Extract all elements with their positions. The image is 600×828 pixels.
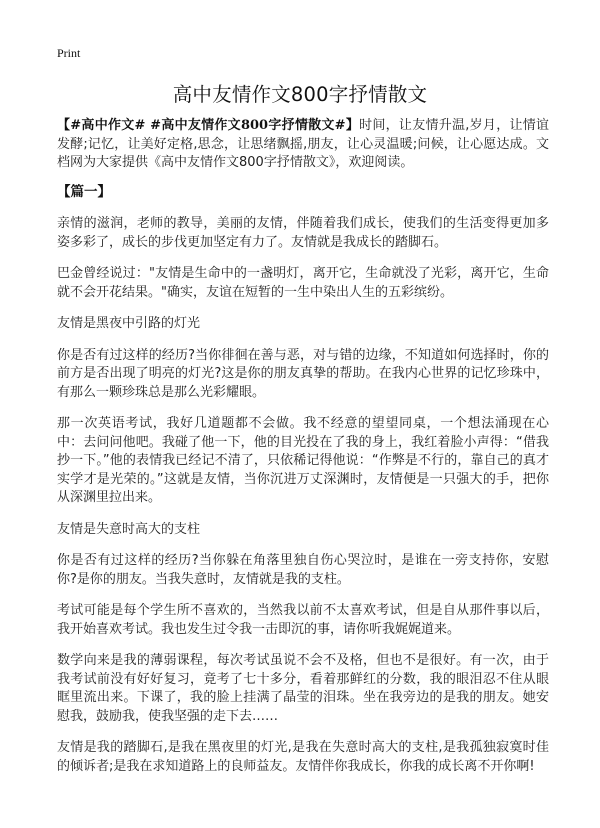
paragraph: 考试可能是每个学生所不喜欢的，当然我以前不太喜欢考试，但是自从那件事以后，我开始喜欢考试。我也发生过令我一击即沉的事，请你听我娓娓道来。 <box>57 603 549 637</box>
paragraph: 你是否有过这样的经历?当你徘徊在善与恶，对与错的边缘，不知道如何选择时，你的前方是否出现了明亮的灯光?这是你的朋友真挚的帮助。在我内心世界的记忆珍珠中，有那么一颗珍珠总是那么光彩耀眼。 <box>57 347 549 400</box>
section-heading: 【篇一】 <box>57 183 111 200</box>
intro-paragraph <box>57 117 549 173</box>
paragraph: 友情是我的踏脚石,是我在黑夜里的灯光,是我在失意时高大的支柱,是我孤独寂寞时佳的倾诉者;是我在求知道路上的良师益友。友情伴你我成长，你我的成长离不开你啊! <box>57 740 549 774</box>
paragraph: 你是否有过这样的经历?当你躲在角落里独自伤心哭泣时，是谁在一旁支持你，安慰你?是你的朋友。当我失意时，友情就是我的支柱。 <box>57 553 549 587</box>
paragraph: 巴金曾经说过："友情是生命中的一盏明灯，离开它，生命就没了光彩，离开它，生命就不会开花结果。"确实，友谊在短暂的一生中染出人生的五彩缤纷。 <box>57 266 549 300</box>
document-title: 高中友情作文800字抒情散文 <box>172 83 428 106</box>
intro-text: 时间，让友情升温,岁月，让情谊发酵;记忆，让美好定格,思念，让思绪飘摇,朋友，让心灵温暖;问候，让心愿达成。文档网为大家提供《高中友情作文800字抒情散文》，欢迎阅读。 <box>57 118 550 171</box>
subheading: 友情是黑夜中引路的灯光 <box>57 316 201 332</box>
paragraph: 那一次英语考试，我好几道题都不会做。我不经意的望望同桌，一个想法涌现在心中：去问问他吧。我碰了他一下，他的目光投在了我的身上，我红着脸小声得：“借我抄一下。”他的表情我已经记不清了，只依稀记得他说：“作弊是不行的，靠自己的真才实学才是光荣的。”这就是友情，当你沉进万丈深渊时，友情便是一只强大的手，把你从深渊里拉出来。 <box>57 416 549 506</box>
print-label: Print <box>57 46 81 60</box>
paragraph: 亲情的滋润，老师的教导，美丽的友情，伴随着我们成长，使我们的生活变得更加多姿多彩了，成长的步伐更加坚定有力了。友情就是我成长的踏脚石。 <box>57 216 549 250</box>
intro-tag: 【#高中作文# #高中友情作文800字抒情散文#】 <box>57 118 360 133</box>
subheading: 友情是失意时高大的支柱 <box>57 521 201 537</box>
paragraph: 数学向来是我的薄弱课程，每次考试虽说不会不及格，但也不是很好。有一次，由于我考试前没有好好复习，竟考了七十多分，看着那鲜红的分数，我的眼泪忍不住从眼眶里流出来。下课了，我的脸上挂满了晶莹的泪珠。坐在我旁边的是我的朋友。她安慰我，鼓励我，使我坚强的走下去…… <box>57 653 549 724</box>
document-body <box>57 117 549 776</box>
